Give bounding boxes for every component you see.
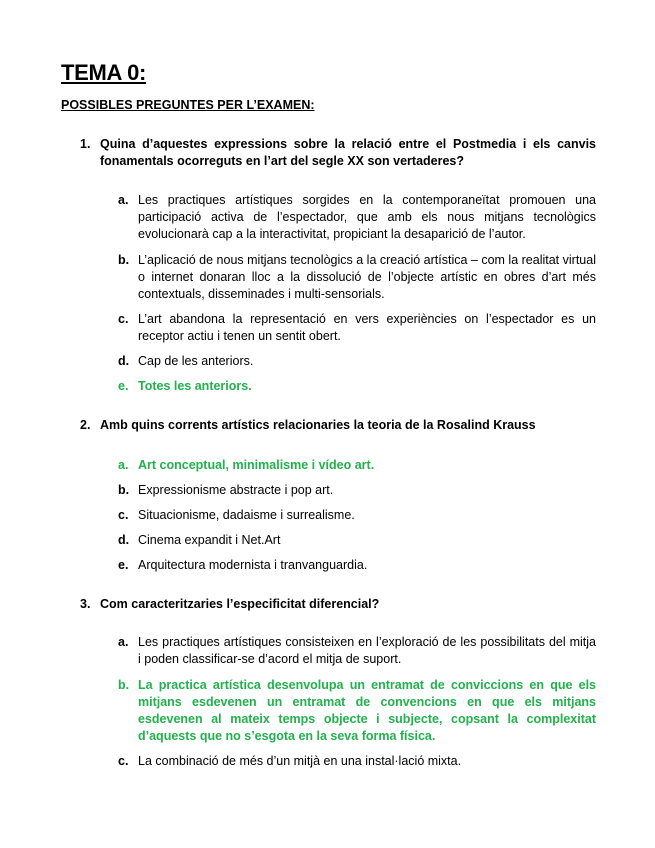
- option-text: Cinema expandit i Net.Art: [138, 533, 281, 547]
- question-1-option-c: [118, 311, 596, 345]
- option-letter: a.: [118, 635, 129, 649]
- question-number: 3.: [80, 597, 91, 611]
- question-text: Com caracteritzaries l’especificitat diferencial?: [100, 597, 380, 611]
- option-letter: b.: [118, 678, 130, 692]
- option-text: Expressionisme abstracte i pop art.: [138, 483, 334, 497]
- question-3-option-c: [118, 753, 596, 770]
- option-text: Totes les anteriors.: [138, 379, 252, 393]
- option-letter: c.: [118, 312, 129, 326]
- question-2-option-d: [118, 532, 596, 549]
- option-text: Art conceptual, minimalisme i vídeo art.: [138, 458, 375, 472]
- option-text: Les practiques artístiques sorgides en la contemporaneïtat promouen una participació activa de l’espectador, que amb els nous mitjans tecnològics evolucionarà cap a la interactivitat, propiciant la desaparició de l’autor.: [138, 193, 596, 241]
- option-letter: d.: [118, 354, 130, 368]
- question-1-option-d: [118, 353, 596, 370]
- option-letter: b.: [118, 483, 130, 497]
- question-2: [80, 417, 596, 434]
- page-title: TEMA 0:: [61, 60, 147, 85]
- question-number: 2.: [80, 418, 91, 432]
- option-letter: b.: [118, 253, 130, 267]
- question-3-option-b-correct: [118, 677, 596, 745]
- option-letter: c.: [118, 754, 129, 768]
- option-letter: a.: [118, 458, 129, 472]
- option-letter: e.: [118, 558, 129, 572]
- question-2-option-c: [118, 507, 596, 524]
- question-number: 1.: [80, 137, 91, 151]
- question-1-option-b: [118, 252, 596, 303]
- question-text: Amb quins corrents artístics relacionaries la teoria de la Rosalind Krauss: [100, 418, 536, 432]
- question-1: [80, 136, 596, 170]
- question-2-option-a-correct: [118, 457, 596, 474]
- option-text: La practica artística desenvolupa un entramat de conviccions en que els mitjans esdevenen un entramat de convencions en que els mitjans esdevenen al mateix temps objecte i subjecte, copsant la complexitat d’aquests que no s’esgota en la seva forma física.: [138, 678, 596, 743]
- option-letter: d.: [118, 533, 130, 547]
- option-text: Situacionisme, dadaisme i surrealisme.: [138, 508, 355, 522]
- option-letter: e.: [118, 379, 129, 393]
- option-text: Les practiques artístiques consisteixen en l’exploració de les possibilitats del mitja i poden classificar-se d’acord el mitja de suport.: [138, 635, 596, 666]
- question-text: Quina d’aquestes expressions sobre la relació entre el Postmedia i els canvis fonamentals ocorreguts en l’art del segle XX son vertaderes?: [100, 137, 596, 168]
- option-text: L’art abandona la representació en vers experiències on l’espectador es un receptor actiu i tenen un sentit obert.: [138, 312, 596, 343]
- question-1-option-e-correct: [118, 378, 596, 395]
- option-text: Arquitectura modernista i tranvanguardia.: [138, 558, 368, 572]
- option-letter: c.: [118, 508, 129, 522]
- option-text: Cap de les anteriors.: [138, 354, 254, 368]
- question-2-option-e: [118, 557, 596, 574]
- option-text: L’aplicació de nous mitjans tecnològics a la creació artística – com la realitat virtual o internet donaran lloc a la dissolució de l’objecte artístic en obres d’art més contextuals, disseminades i multi-sensorials.: [138, 253, 596, 301]
- question-3: [80, 596, 596, 613]
- question-3-option-a: [118, 634, 596, 668]
- question-1-option-a: [118, 192, 596, 243]
- option-letter: a.: [118, 193, 129, 207]
- option-text: La combinació de més d’un mitjà en una instal·lació mixta.: [138, 754, 462, 768]
- page-subtitle: POSSIBLES PREGUNTES PER L’EXAMEN:: [61, 98, 315, 112]
- question-2-option-b: [118, 482, 596, 499]
